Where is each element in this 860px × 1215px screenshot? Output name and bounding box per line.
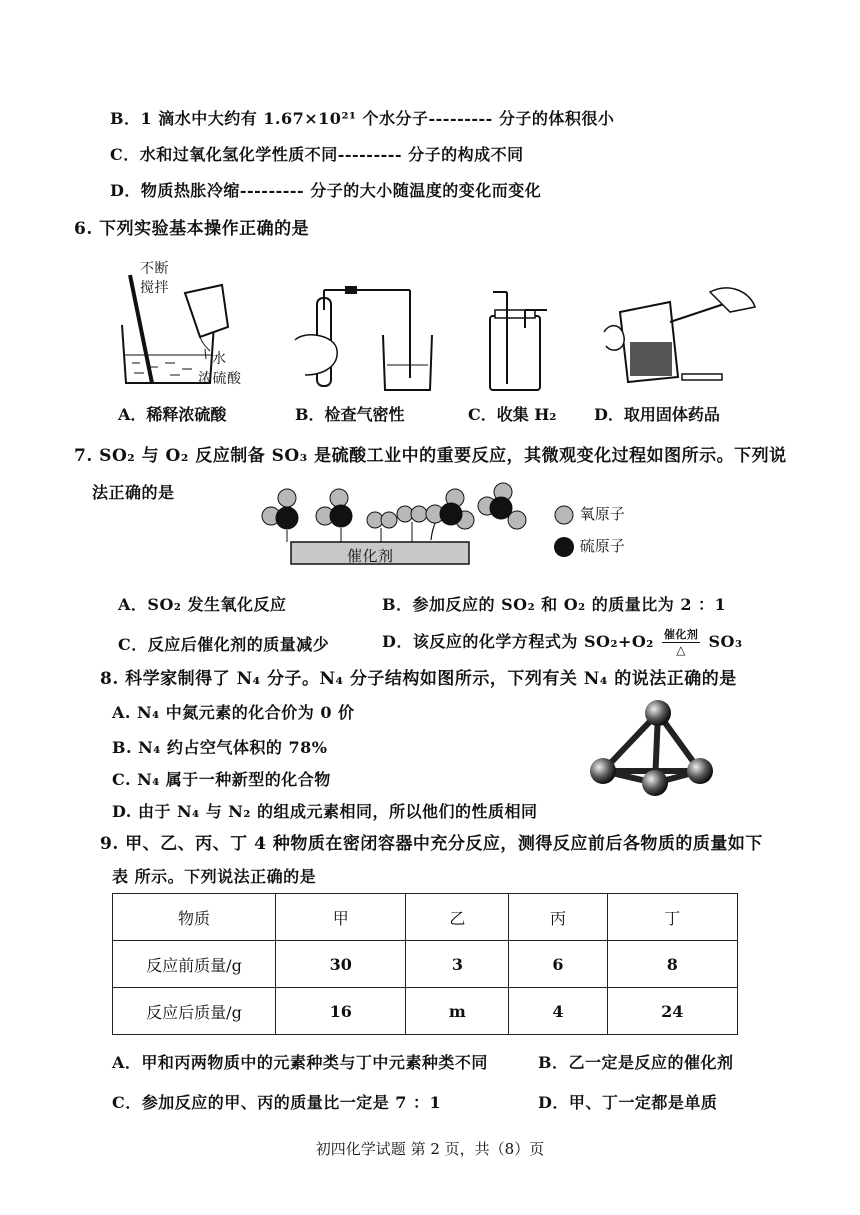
label-stir: 不断 (140, 261, 169, 277)
q8-option-a: A. N₄ 中氮元素的化合价为 0 价 (112, 703, 355, 722)
q9-option-c: C．参加反应的甲、丙的质量比一定是 7 ：1 (112, 1093, 442, 1112)
q5-option-b: B．1 滴水中大约有 1.67×10²¹ 个水分子--------- 分子的体积很小 (110, 109, 615, 128)
molecule-o2-1 (367, 512, 397, 528)
figure-solid-reagent (600, 282, 760, 390)
q6-stem: 6. 下列实验基本操作正确的是 (74, 219, 310, 239)
q6-caption-c: C．收集 H₂ (468, 405, 557, 424)
q7-option-d (382, 628, 742, 657)
q6-caption-d: D．取用固体药品 (594, 405, 720, 424)
q9-stem-line1: 9. 甲、乙、丙、丁 4 种物质在密闭容器中充分反应，测得反应前后各物质的质量如下 (100, 834, 763, 854)
q7-stem-line2: 法正确的是 (92, 483, 175, 502)
molecule-o2-2 (397, 506, 427, 522)
table-row-label: 反应前质量/g (113, 941, 276, 988)
q8-option-b: B. N₄ 约占空气体积的 78% (112, 738, 328, 757)
q9-stem-line2: 表 所示。下列说法正确的是 (112, 867, 317, 886)
table-cell: 3 (406, 941, 509, 988)
legend-oxygen (553, 503, 625, 526)
table-header: 丙 (509, 894, 607, 941)
label-stir2: 搅拌 (140, 280, 169, 296)
table-header-row (113, 894, 738, 941)
catalyst-label: 催化剂 (347, 547, 394, 565)
q7-option-d-prefix: D．该反应的化学方程式为 SO₂+O₂ (382, 632, 654, 651)
table-cell: 24 (607, 988, 737, 1035)
reaction-condition (662, 628, 701, 657)
nitrogen-atom-front (642, 770, 668, 796)
q8-option-d: D. 由于 N₄ 与 N₂ 的组成元素相同，所以他们的性质相同 (112, 802, 538, 821)
table-header: 甲 (276, 894, 406, 941)
nitrogen-atom-right (687, 758, 713, 784)
legend-sulfur-label: 硫原子 (579, 537, 625, 555)
table-header: 物质 (113, 894, 276, 941)
molecule-so3-1 (426, 489, 474, 529)
table-row (113, 988, 738, 1035)
label-water: 水 (212, 351, 227, 367)
table-header: 乙 (406, 894, 509, 941)
q7-stem-line1: 7. SO₂ 与 O₂ 反应制备 SO₃ 是硫酸工业中的重要反应，其微观变化过程如图所示。下列说 (74, 446, 787, 466)
figure-collect-h2 (485, 288, 555, 393)
table-cell: 16 (276, 988, 406, 1035)
sulfur-atom-icon (553, 536, 575, 558)
molecule-so2-1 (262, 489, 298, 529)
nitrogen-atom-top (645, 700, 671, 726)
figure-airtightness (285, 280, 435, 395)
table-row-label: 反应后质量/g (113, 988, 276, 1035)
legend-sulfur (553, 535, 625, 558)
q8-option-c: C. N₄ 属于一种新型的化合物 (112, 770, 331, 789)
table-cell: 30 (276, 941, 406, 988)
nitrogen-atom-left (590, 758, 616, 784)
molecule-so3-2 (478, 483, 526, 529)
q7-option-d-suffix: SO₃ (708, 632, 743, 651)
label-acid: 浓硫酸 (198, 371, 242, 387)
q7-option-b: B．参加反应的 SO₂ 和 O₂ 的质量比为 2 ：1 (382, 595, 727, 614)
table-cell: m (406, 988, 509, 1035)
table-cell: 6 (509, 941, 607, 988)
table-row (113, 941, 738, 988)
table-cell: 4 (509, 988, 607, 1035)
condition-heat: △ (676, 643, 686, 657)
q8-stem: 8. 科学家制得了 N₄ 分子。N₄ 分子结构如图所示，下列有关 N₄ 的说法正确的是 (100, 669, 737, 689)
q7-micro-diagram (255, 480, 540, 575)
q9-option-d: D．甲、丁一定都是单质 (538, 1093, 718, 1112)
q7-option-c: C．反应后催化剂的质量减少 (118, 635, 330, 654)
q5-option-d: D．物质热胀冷缩--------- 分子的大小随温度的变化而变化 (110, 181, 542, 200)
q6-caption-a: A．稀释浓硫酸 (118, 405, 227, 424)
n4-molecule-figure (585, 695, 715, 805)
molecule-so2-2 (316, 489, 352, 527)
table-header: 丁 (607, 894, 737, 941)
q5-option-c: C．水和过氧化氢化学性质不同--------- 分子的构成不同 (110, 145, 524, 164)
oxygen-atom-icon (553, 504, 575, 526)
q6-caption-b: B．检查气密性 (295, 405, 405, 424)
q9-option-b: B．乙一定是反应的催化剂 (538, 1053, 734, 1072)
q7-option-a: A．SO₂ 发生氧化反应 (118, 595, 287, 614)
condition-catalyst: 催化剂 (663, 628, 699, 641)
q9-option-a: A．甲和丙两物质中的元素种类与丁中元素种类不同 (112, 1053, 488, 1072)
table-cell: 8 (607, 941, 737, 988)
page-footer: 初四化学试题 第 2 页，共（8）页 (315, 1140, 545, 1158)
mass-table (112, 893, 738, 1035)
legend-oxygen-label: 氧原子 (579, 505, 625, 523)
